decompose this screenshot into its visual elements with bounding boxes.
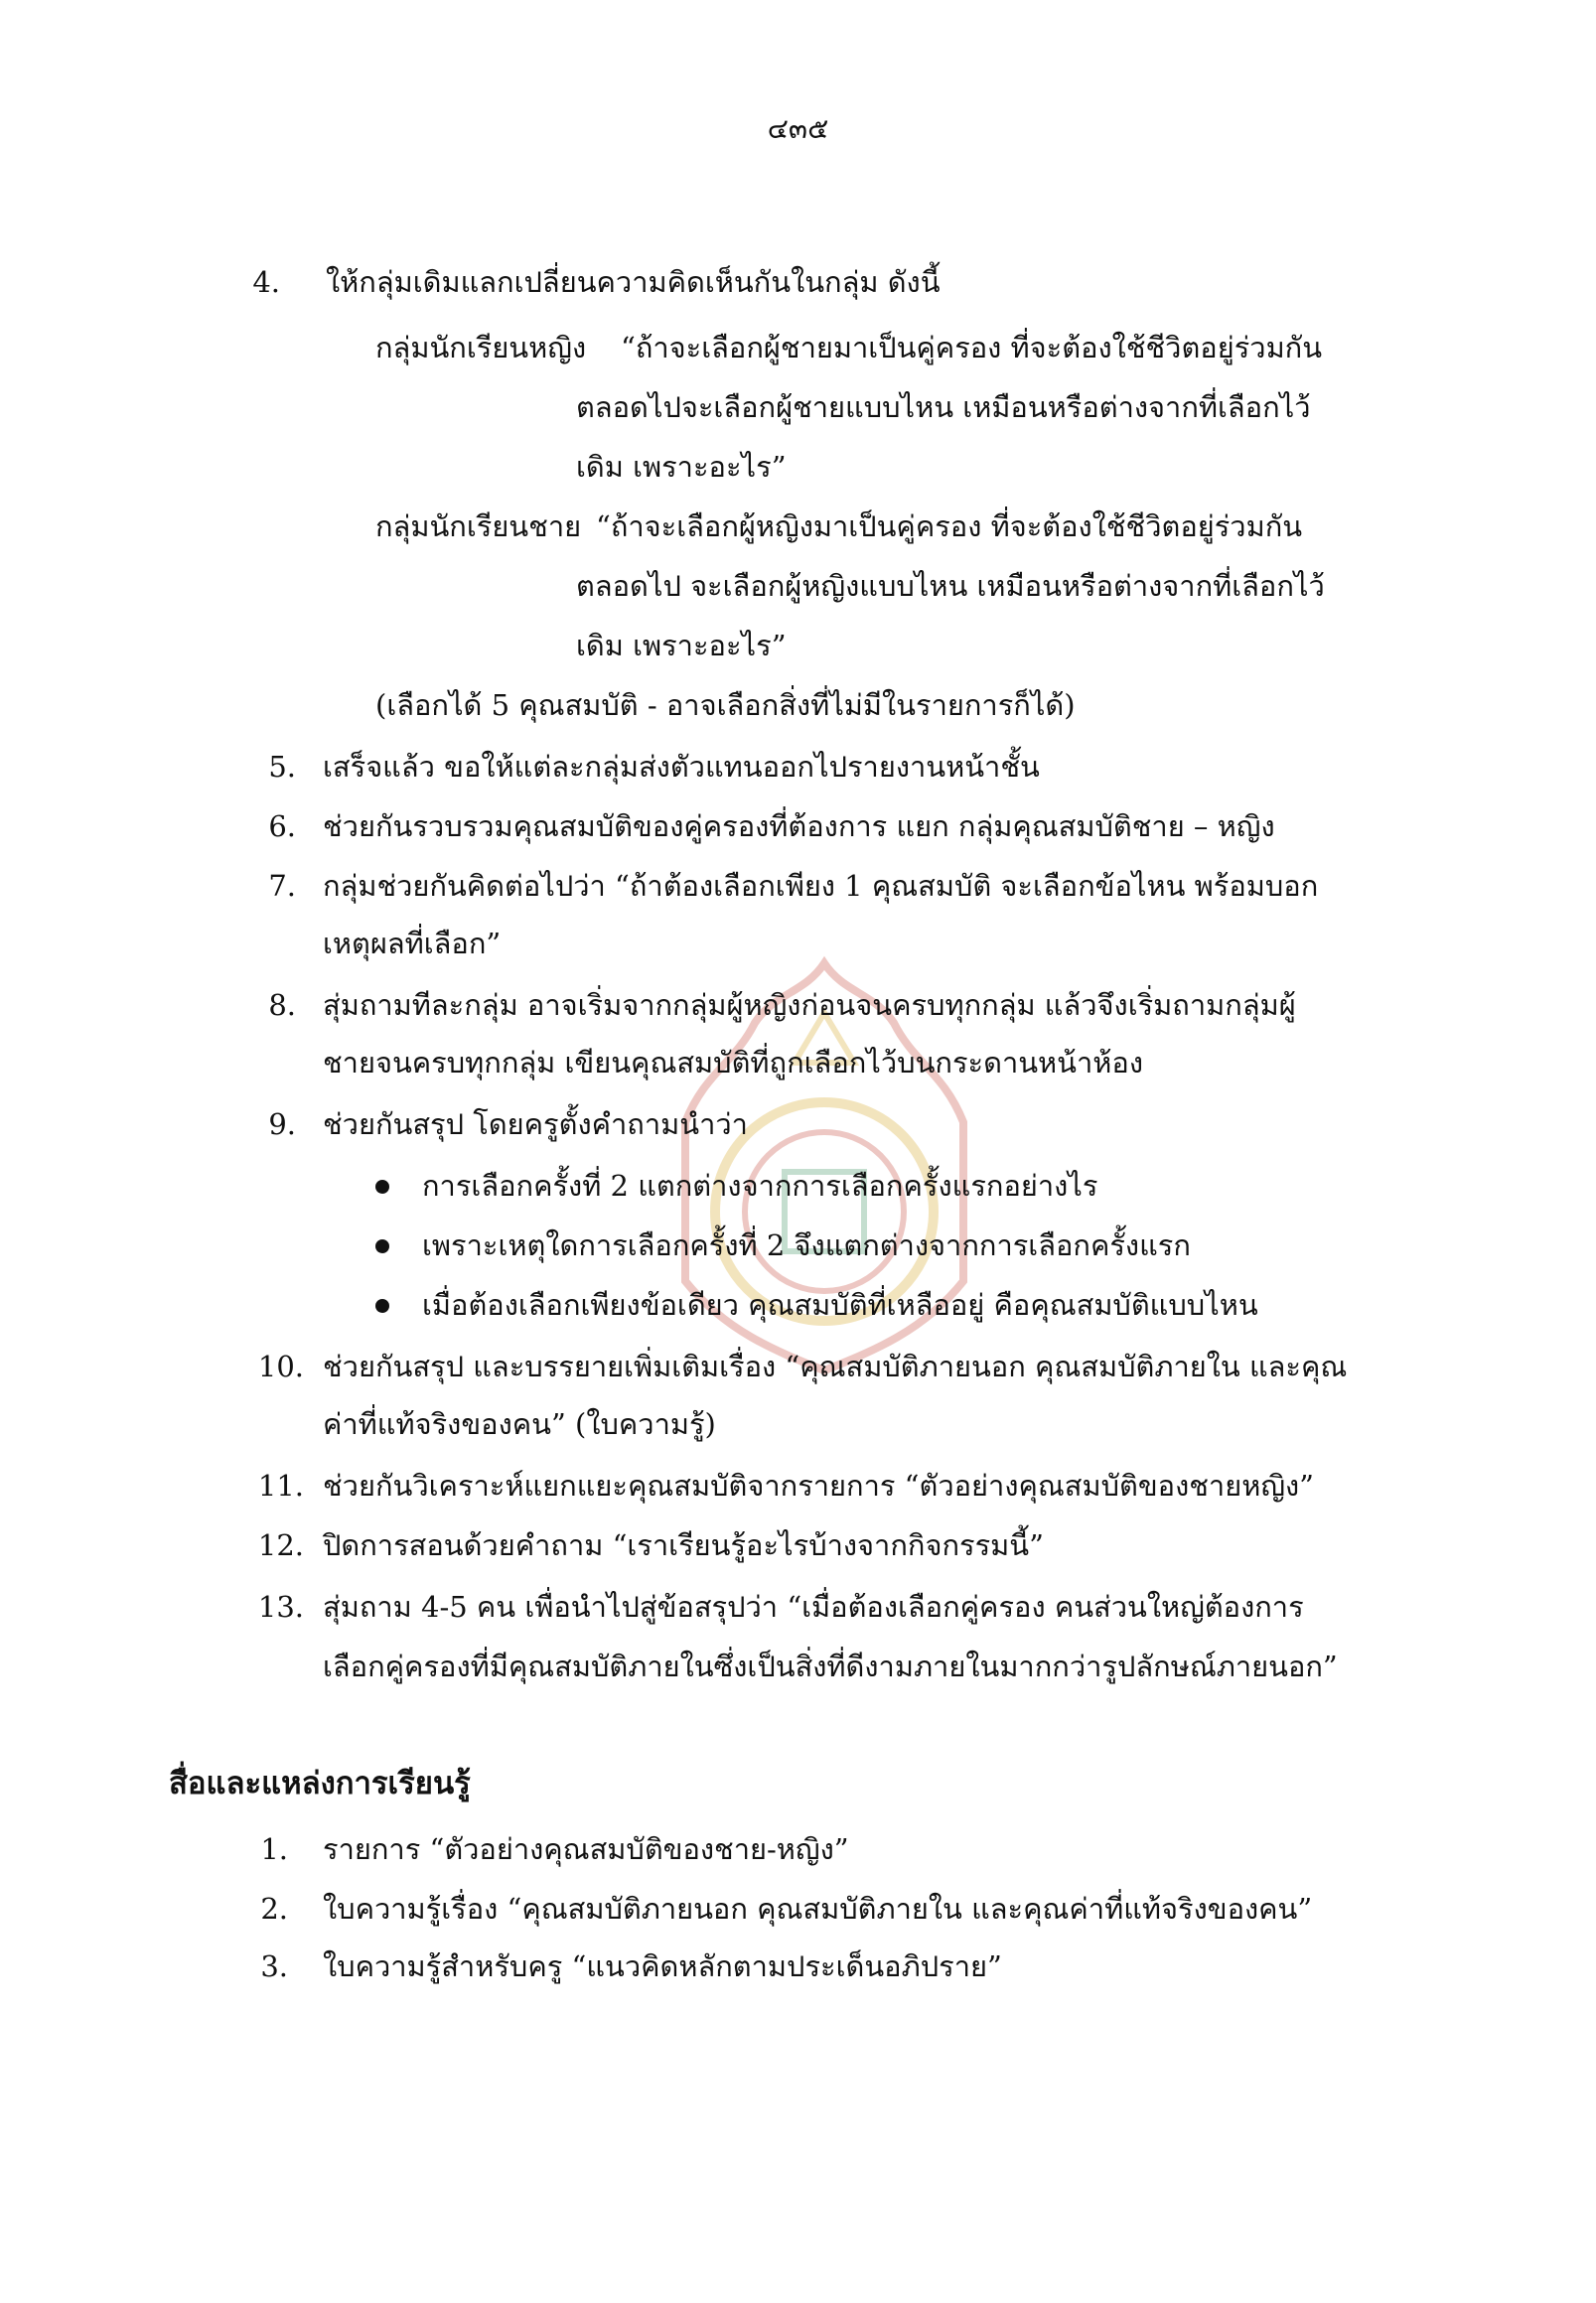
girls-group-label: กลุ่มนักเรียนหญิง [375,331,587,364]
step-7-number: 7. [268,869,296,903]
girls-question-line-3: เดิม เพราะอะไร” [576,450,787,484]
step-8-line-2: ชายจนครบทุกกลุ่ม เขียนคุณสมบัติที่ถูกเลือกไว้บนกระดานหน้าห้อง [323,1046,1143,1080]
girls-question-line-1: “ถ้าจะเลือกผู้ชายมาเป็นคู่ครอง ที่จะต้องใช้ชีวิตอยู่ร่วมกัน [621,331,1323,364]
step-9-text: ช่วยกันสรุป โดยครูตั้งคำถามนำว่า [323,1107,748,1141]
step-13-line-2: เลือกคู่ครองที่มีคุณสมบัติภายในซึ่งเป็นสิ่งที่ดีงามภายในมากกว่ารูปลักษณ์ภายนอก” [323,1650,1338,1683]
boys-question-line-1: “ถ้าจะเลือกผู้หญิงมาเป็นคู่ครอง ที่จะต้องใช้ชีวิตอยู่ร่วมกัน [596,509,1303,543]
step-13-number: 13. [257,1590,304,1624]
step-9-bullet-2: เพราะเหตุใดการเลือกครั้งที่ 2 จึงแตกต่างจากการเลือกครั้งแรก [422,1228,1191,1262]
step-4-text: ให้กลุ่มเดิมแลกเปลี่ยนความคิดเห็นกันในกลุ่ม ดังนี้ [326,265,941,299]
step-13-line-1: สุ่มถาม 4-5 คน เพื่อนำไปสู่ข้อสรุปว่า “เมื่อต้องเลือกคู่ครอง คนส่วนใหญ่ต้องการ [323,1590,1304,1624]
step-10-number: 10. [257,1350,304,1383]
material-2-text: ใบความรู้เรื่อง “คุณสมบัติภายนอก คุณสมบัติภายใน และคุณค่าที่แท้จริงของคน” [323,1892,1313,1926]
bullet-icon [375,1180,389,1194]
bullet-icon [375,1239,389,1253]
step-10-line-1: ช่วยกันสรุป และบรรยายเพิ่มเติมเรื่อง “คุณสมบัติภายนอก คุณสมบัติภายใน และคุณ [323,1350,1348,1383]
step-11-text: ช่วยกันวิเคราะห์แยกแยะคุณสมบัติจากรายการ “ตัวอย่างคุณสมบัติของชายหญิง” [323,1469,1315,1503]
boys-question-line-3: เดิม เพราะอะไร” [576,629,787,662]
boys-question-line-2: ตลอดไป จะเลือกผู้หญิงแบบไหน เหมือนหรือต่างจากที่เลือกไว้ [576,569,1325,603]
step-8-line-1: สุ่มถามทีละกลุ่ม อาจเริ่มจากกลุ่มผู้หญิงก่อนจนครบทุกกลุ่ม แล้วจึงเริ่มถามกลุ่มผู้ [323,988,1296,1022]
boys-group-label: กลุ่มนักเรียนชาย [375,509,582,543]
step-9-bullet-3: เมื่อต้องเลือกเพียงข้อเดียว คุณสมบัติที่เหลืออยู่ คือคุณสมบัติแบบไหน [422,1288,1258,1322]
step-12-number: 12. [257,1528,304,1562]
step-8-number: 8. [268,988,296,1022]
material-3-text: ใบความรู้สำหรับครู “แนวคิดหลักตามประเด็นอภิปราย” [323,1949,1002,1983]
material-2-number: 2. [260,1892,288,1926]
step-6-text: ช่วยกันรวบรวมคุณสมบัติของคู่ครองที่ต้องการ แยก กลุ่มคุณสมบัติชาย – หญิง [323,809,1275,843]
step-11-number: 11. [257,1469,304,1503]
bullet-icon [375,1299,389,1313]
step-4-number: 4. [252,265,280,299]
page-number: ๔๓๕ [767,112,829,145]
step-9-bullet-1: การเลือกครั้งที่ 2 แตกต่างจากการเลือกครั้งแรกอย่างไร [422,1169,1098,1203]
girls-question-line-2: ตลอดไปจะเลือกผู้ชายแบบไหน เหมือนหรือต่างจากที่เลือกไว้ [576,390,1311,424]
step-10-line-2: ค่าที่แท้จริงของคน” (ใบความรู้) [323,1407,716,1441]
material-3-number: 3. [260,1949,288,1983]
step-5-number: 5. [268,750,296,784]
step-4-note: (เลือกได้ 5 คุณสมบัติ - อาจเลือกสิ่งที่ไม่มีในรายการก็ได้) [375,688,1076,722]
step-5-text: เสร็จแล้ว ขอให้แต่ละกลุ่มส่งตัวแทนออกไปรายงานหน้าชั้น [323,750,1040,784]
step-7-line-1: กลุ่มช่วยกันคิดต่อไปว่า “ถ้าต้องเลือกเพียง 1 คุณสมบัติ จะเลือกข้อไหน พร้อมบอก [323,869,1319,903]
step-9-number: 9. [268,1107,296,1141]
step-12-text: ปิดการสอนด้วยคำถาม “เราเรียนรู้อะไรบ้างจากกิจกรรมนี้” [323,1528,1044,1562]
material-1-number: 1. [260,1832,288,1866]
step-6-number: 6. [268,809,296,843]
materials-heading: สื่อและแหล่งการเรียนรู้ [169,1766,471,1801]
material-1-text: รายการ “ตัวอย่างคุณสมบัติของชาย-หญิง” [323,1832,849,1866]
step-7-line-2: เหตุผลที่เลือก” [323,927,502,960]
